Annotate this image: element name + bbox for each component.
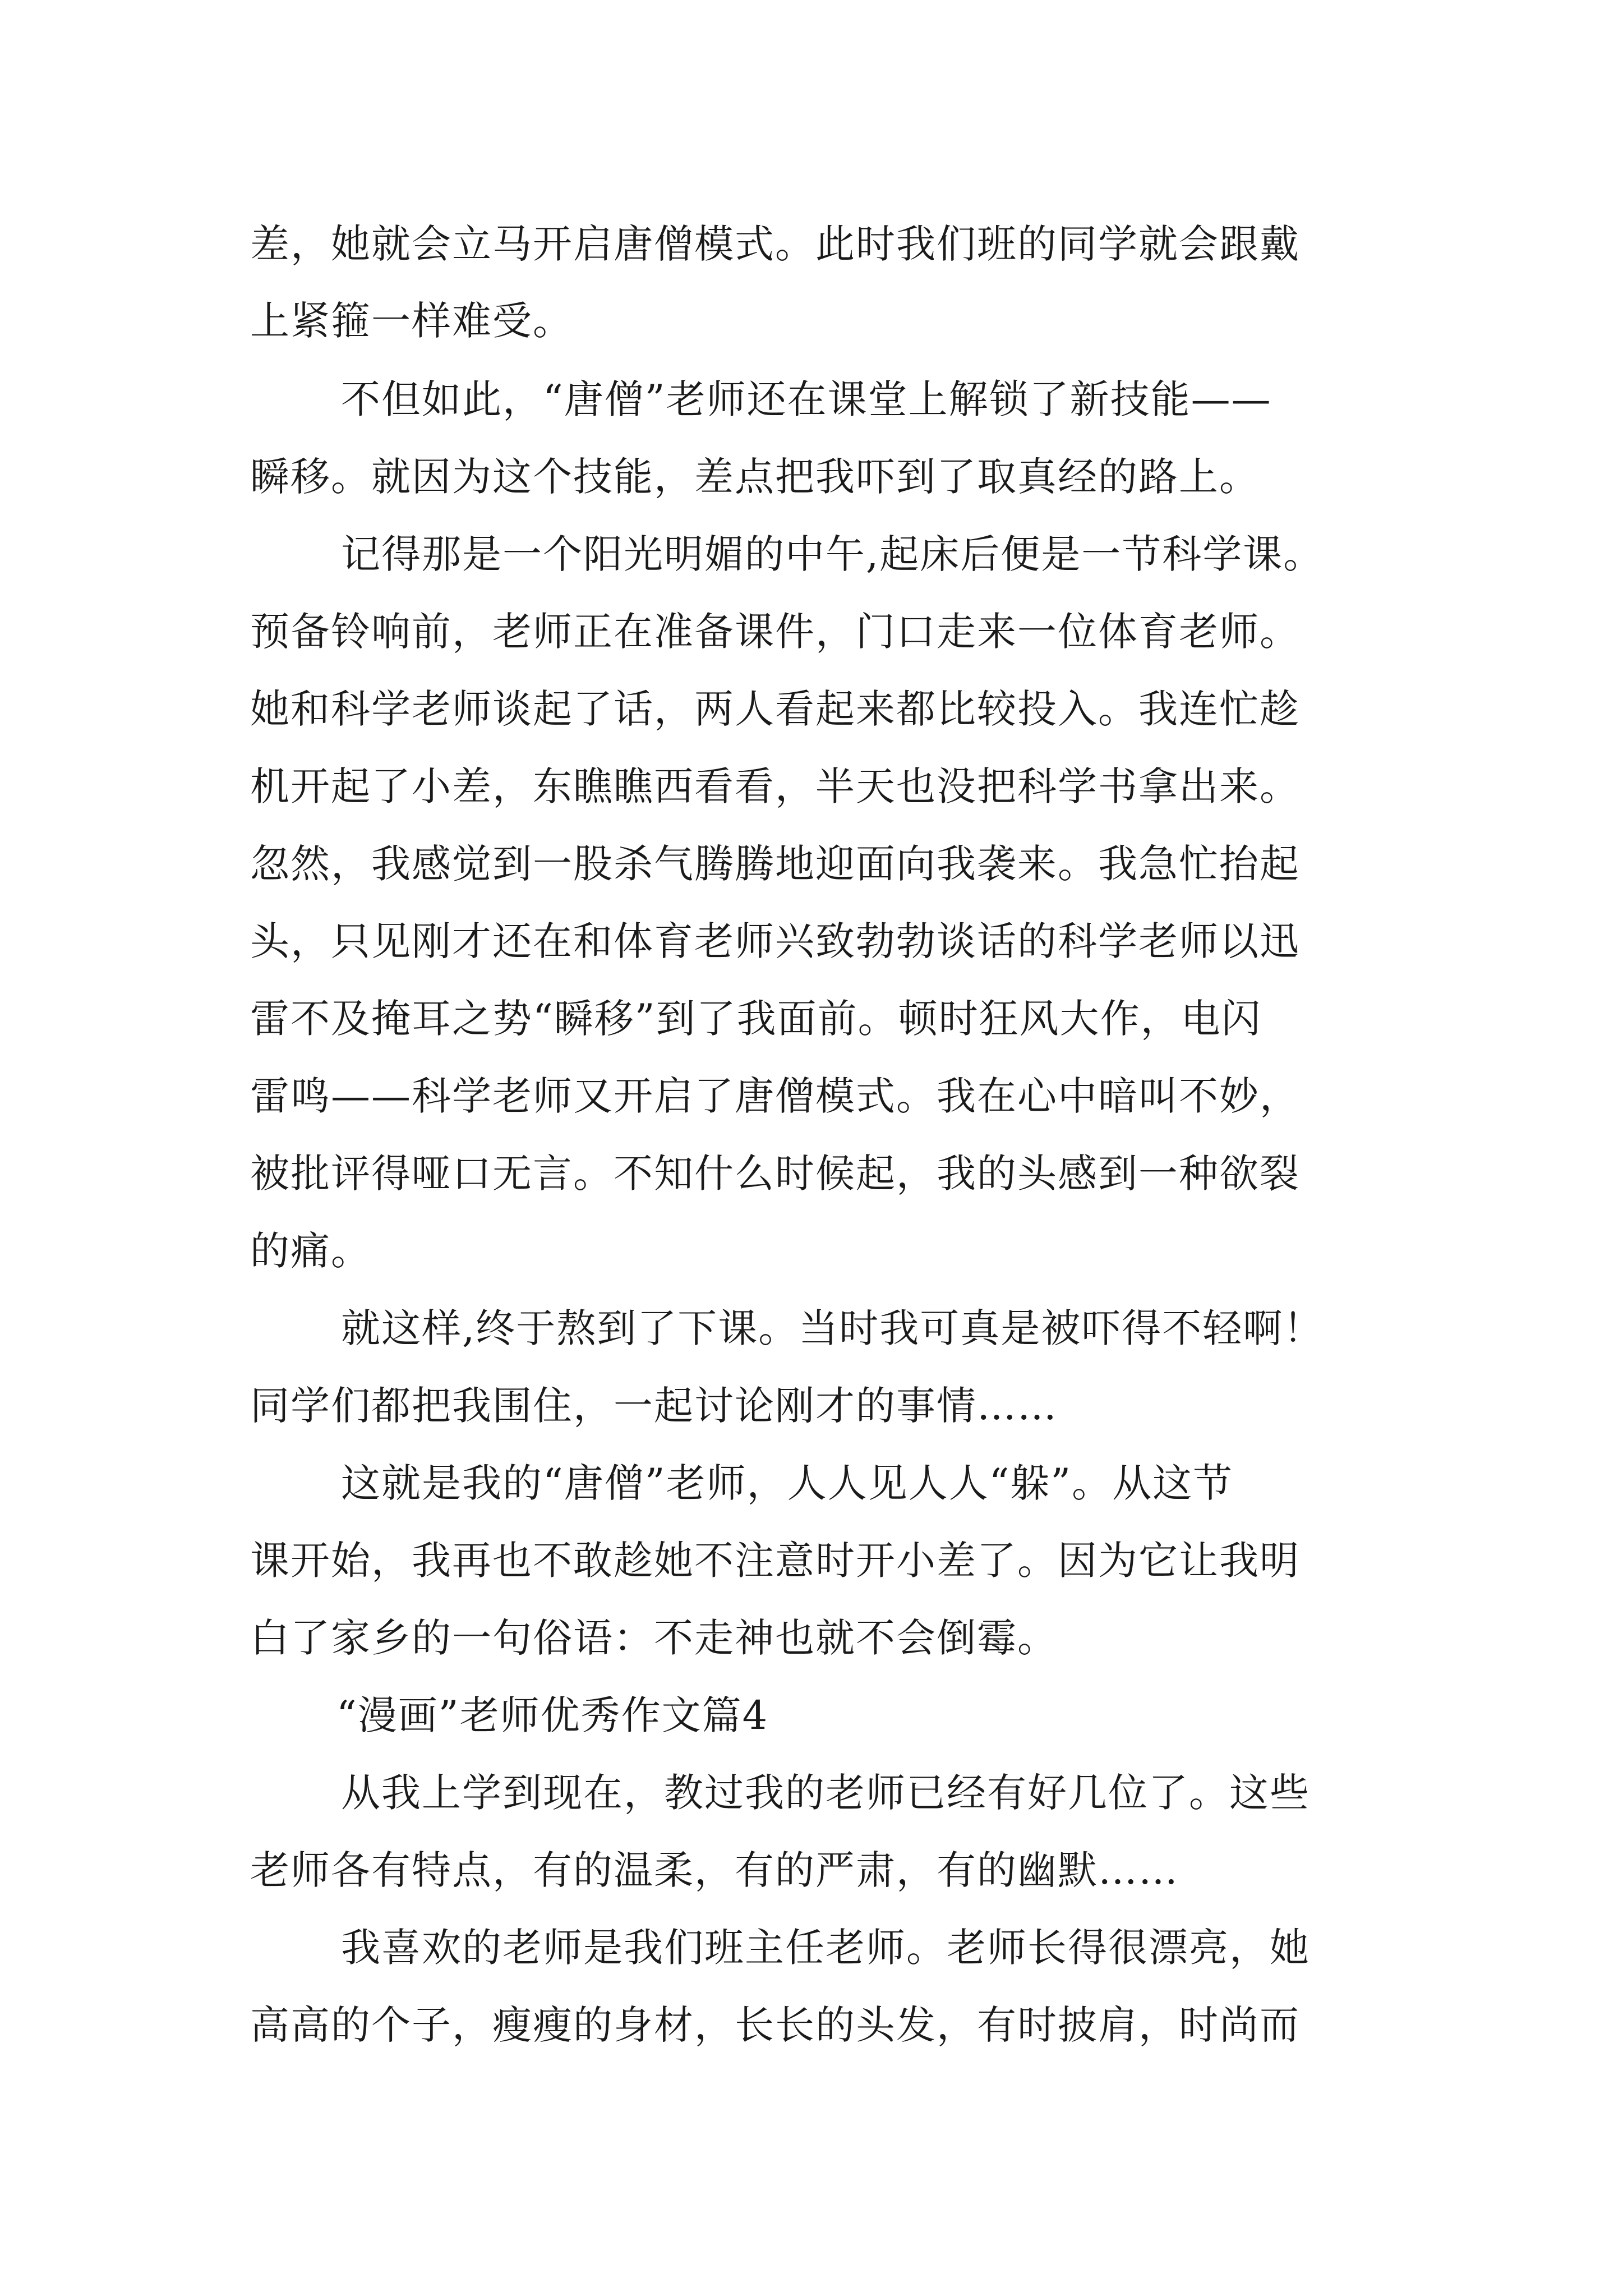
text-line: 机开起了小差，东瞧瞧西看看，半天也没把科学书拿出来。	[250, 763, 1300, 809]
paragraph-line: 就这样,终于熬到了下课。当时我可真是被吓得不轻啊！	[341, 1305, 1324, 1351]
text-line: 的痛。	[250, 1228, 371, 1274]
section-heading: “漫画”老师优秀作文篇4	[336, 1692, 769, 1738]
paragraph-line: 记得那是一个阳光明媚的中午,起床后便是一节科学课。	[341, 531, 1324, 577]
text-line: 被批评得哑口无言。不知什么时候起，我的头感到一种欲裂	[250, 1151, 1300, 1197]
text-line: 雷不及掩耳之势“瞬移”到了我面前。顿时狂风大作，电闪	[250, 996, 1262, 1042]
paragraph-line: 从我上学到现在，教过我的老师已经有好几位了。这些	[341, 1770, 1310, 1816]
text-line: 同学们都把我围住，一起讨论刚才的事情……	[250, 1383, 1058, 1429]
text-line: 老师各有特点，有的温柔，有的严肃，有的幽默……	[250, 1847, 1179, 1893]
text-line: 上紧箍一样难受。	[250, 298, 573, 344]
text-line: 瞬移。就因为这个技能，差点把我吓到了取真经的路上。	[250, 454, 1260, 500]
paragraph-line: 不但如此，“唐僧”老师还在课堂上解锁了新技能——	[341, 376, 1272, 422]
text-line: 白了家乡的一句俗语：不走神也就不会倒霉。	[250, 1615, 1058, 1661]
text-line: 头，只见刚才还在和体育老师兴致勃勃谈话的科学老师以迅	[250, 918, 1300, 964]
text-line: 雷鸣——科学老师又开启了唐僧模式。我在心中暗叫不妙，	[250, 1073, 1300, 1119]
paragraph-line: 这就是我的“唐僧”老师，人人见人人“躲”。从这节	[341, 1460, 1234, 1506]
text-line: 课开始，我再也不敢趁她不注意时开小差了。因为它让我明	[250, 1538, 1300, 1584]
text-line: 差，她就会立马开启唐僧模式。此时我们班的同学就会跟戴	[250, 221, 1300, 267]
text-line: 高高的个子，瘦瘦的身材，长长的头发，有时披肩，时尚而	[250, 2002, 1300, 2048]
paragraph-line: 我喜欢的老师是我们班主任老师。老师长得很漂亮，她	[341, 1925, 1310, 1971]
text-line: 忽然，我感觉到一股杀气腾腾地迎面向我袭来。我急忙抬起	[250, 841, 1300, 887]
text-line: 预备铃响前，老师正在准备课件，门口走来一位体育老师。	[250, 609, 1300, 655]
text-line: 她和科学老师谈起了话，两人看起来都比较投入。我连忙趁	[250, 686, 1300, 732]
